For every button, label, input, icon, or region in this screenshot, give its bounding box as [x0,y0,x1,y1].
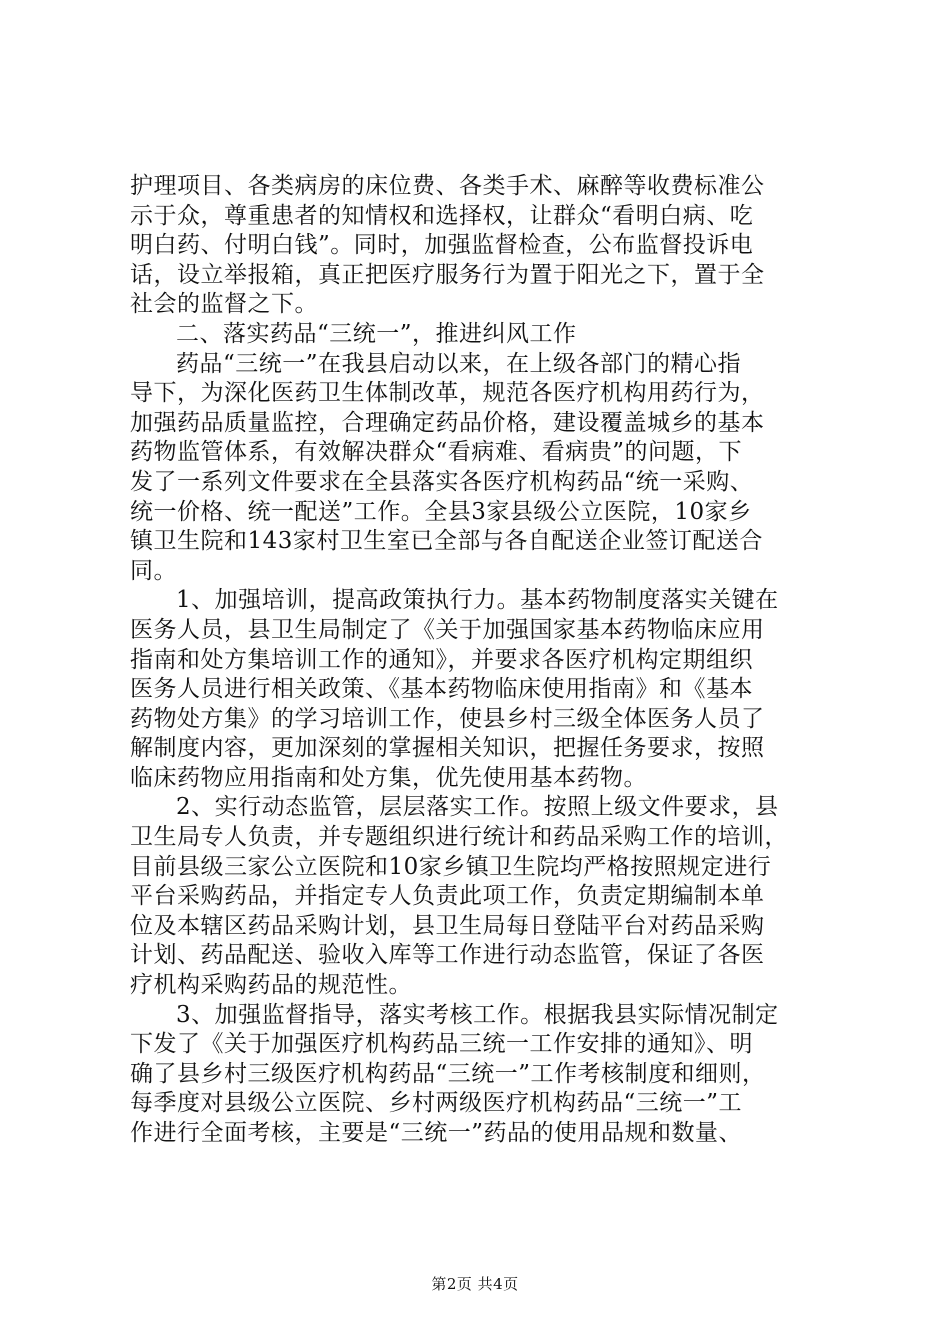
text-line: 统一价格、统一配送”工作。全县3家县级公立医院，10家乡 [130,498,752,525]
text-line: 发了一系列文件要求在全县落实各医疗机构药品“统一采购、 [130,468,754,495]
text-line: 位及本辖区药品采购计划，县卫生局每日登陆平台对药品采购 [130,912,765,939]
text-line: 卫生局专人负责，并专题组织进行统计和药品采购工作的培训， [130,824,788,851]
text-line: 同。 [130,557,177,584]
text-line: 指南和处方集培训工作的通知》，并要求各医疗机构定期组织 [130,646,753,673]
text-line: 疗机构采购药品的规范性。 [130,972,412,999]
text-line: 医务人员，县卫生局制定了《关于加强国家基本药物临床应用 [130,616,765,643]
text-line: 加强药品质量监控，合理确定药品价格，建设覆盖城乡的基本 [130,409,765,436]
text-line: 3、加强监督指导，落实考核工作。根据我县实际情况制定 [176,1001,779,1028]
text-line: 社会的监督之下。 [130,291,318,318]
text-line: 确了县乡村三级医疗机构药品“三统一”工作考核制度和细则， [130,1060,766,1087]
text-line: 目前县级三家公立医院和10家乡镇卫生院均严格按照规定进行 [130,853,772,880]
text-line: 2、实行动态监管，层层落实工作。按照上级文件要求，县 [176,794,779,821]
text-line: 药物处方集》的学习培训工作，使县乡村三级全体医务人员了 [130,705,765,732]
page-footer: 第2页 共4页 [431,1275,519,1293]
text-line: 药品“三统一”在我县启动以来，在上级各部门的精心指 [176,350,742,377]
text-line: 二、落实药品“三统一”，推进纠风工作 [176,320,577,347]
text-line: 明白药、付明白钱”。同时，加强监督检查，公布监督投诉电 [130,232,754,259]
text-line: 示于众，尊重患者的知情权和选择权，让群众“看明白病、吃 [130,202,754,229]
text-line: 解制度内容，更加深刻的掌握相关知识，把握任务要求，按照 [130,735,765,762]
text-line: 作进行全面考核，主要是“三统一”药品的使用品规和数量、 [130,1120,743,1146]
text-line: 计划、药品配送、验收入库等工作进行动态监管，保证了各医 [130,942,765,969]
text-line: 话，设立举报箱，真正把医疗服务行为置于阳光之下，置于全 [130,261,765,288]
text-line: 每季度对县级公立医院、乡村两级医疗机构药品“三统一”工 [130,1090,743,1117]
document-body [130,172,830,1149]
text-line: 1、加强培训，提高政策执行力。基本药物制度落实关键在 [176,587,779,614]
text-line: 下发了《关于加强医疗机构药品三统一工作安排的通知》、明 [130,1031,753,1058]
text-line: 临床药物应用指南和处方集，优先使用基本药物。 [130,764,647,791]
text-line: 医务人员进行相关政策、《基本药物临床使用指南》和《基本 [130,676,753,703]
text-line: 镇卫生院和143家村卫生室已全部与各自配送企业签订配送合 [130,528,763,555]
text-line: 护理项目、各类病房的床位费、各类手术、麻醉等收费标准公 [130,173,765,199]
text-line: 药物监管体系，有效解决群众“看病难、看病贵”的问题，下 [130,439,743,466]
text-line: 平台采购药品，并指定专人负责此项工作，负责定期编制本单 [130,883,765,910]
text-line: 导下，为深化医药卫生体制改革，规范各医疗机构用药行为， [130,380,765,407]
